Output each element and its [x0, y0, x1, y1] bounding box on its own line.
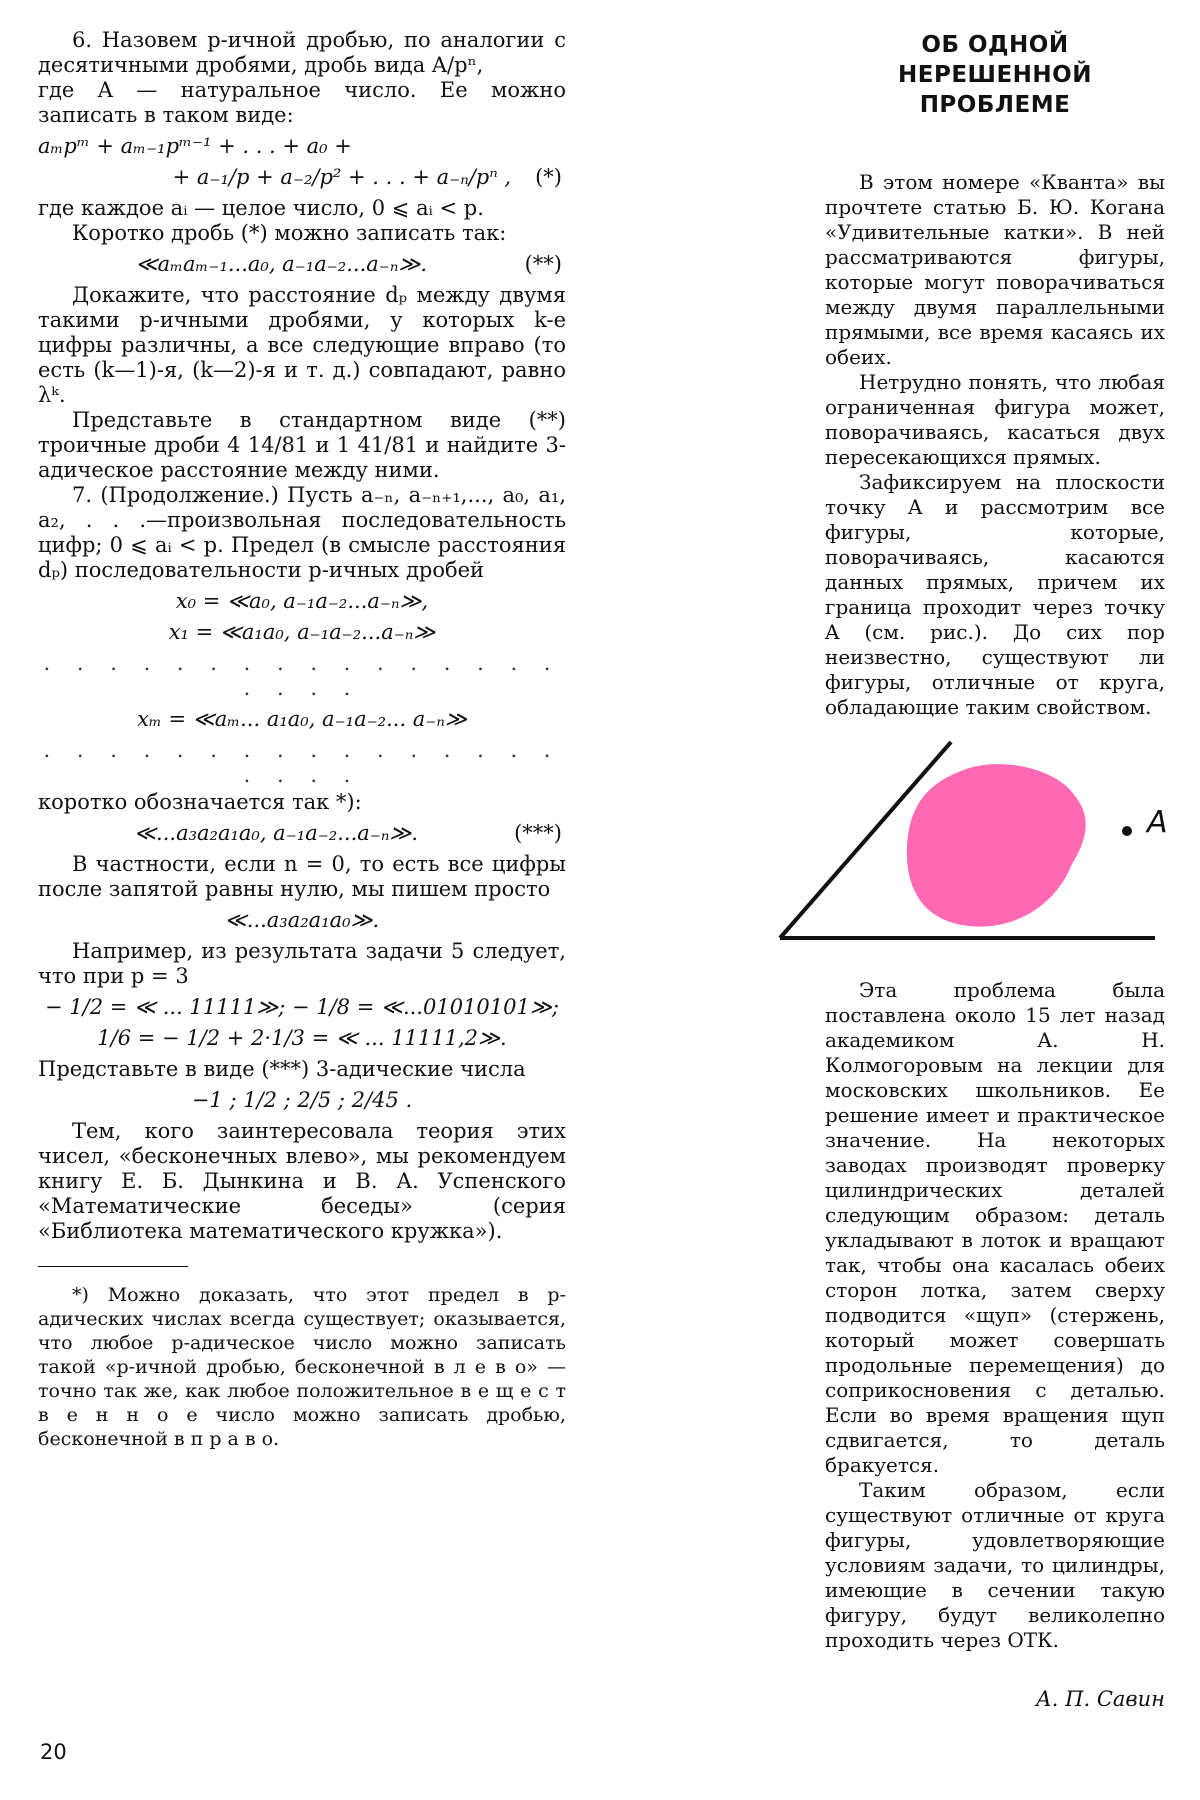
problem-7-text-e: Представьте в виде (***) 3-адические числа	[38, 1057, 526, 1081]
figure-blob	[907, 764, 1086, 927]
problem-6-text-c: где каждое aᵢ — целое число, 0 ⩽ aᵢ < p.	[38, 196, 484, 220]
problem-7-text-d: Например, из результата задачи 5 следует, что при p = 3	[38, 939, 566, 988]
example-line-2: 1/6 = − 1/2 + 2·1/3 = ≪ ... 11111,2≫.	[97, 1026, 507, 1050]
footnote: *) Можно доказать, что этот предел в p-адических числах всегда существует; оказывается, что любое p-адическое число можно записать такой «p-ичной дробью, бесконечной в л е в о» — точно так же, как любое положительное в е щ е с т в е н н о е число можно записать дробью, бесконечной в п р а в о.	[38, 1284, 566, 1450]
dotted-separator-1: . . . . . . . . . . . . . . . . . . . .	[43, 651, 561, 700]
point-a	[1122, 826, 1132, 836]
problem-7-text-b: коротко обозначается так *):	[38, 790, 362, 814]
dotted-separator-2: . . . . . . . . . . . . . . . . . . . .	[43, 738, 561, 787]
figure-svg	[755, 726, 1185, 956]
problem-6-text-d: Коротко дробь (*) можно записать так:	[72, 221, 507, 245]
formula-double-star-body: ≪aₘaₘ₋₁...a₀, a₋₁a₋₂...a₋ₙ≫.	[135, 252, 428, 276]
formula-star-line1: aₘpᵐ + aₘ₋₁pᵐ⁻¹ + . . . + a₀ +	[38, 134, 352, 158]
formula-triple-star-body: ≪...a₃a₂a₁a₀, a₋₁a₋₂...a₋ₙ≫.	[134, 821, 419, 845]
left-column	[38, 28, 566, 1451]
formula-star-line2	[38, 165, 566, 190]
page-number: 20	[40, 1740, 67, 1764]
sequence-xm: xₘ = ≪aₘ... a₁a₀, a₋₁a₋₂... a₋ₙ≫	[137, 707, 467, 731]
formula-double-star-tag: (**)	[524, 252, 562, 276]
article-para-5: Таким образом, если существуют отличные от круга фигуры, удовлетворяющие условиям задачи, то цилиндры, имеющие в сечении такую фигуру, будут великолепно проходить через ОТК.	[825, 1478, 1165, 1652]
formula-triple-star	[38, 821, 566, 846]
formula-triple-star-tag: (***)	[514, 821, 562, 845]
sequence-x1: x₁ = ≪a₁a₀, a₋₁a₋₂...a₋ₙ≫	[168, 620, 436, 644]
formula-simple: ≪...a₃a₂a₁a₀≫.	[224, 908, 380, 932]
problem-6-text-e: Докажите, что расстояние dₚ между двумя такими p-ичными дробями, у которых k-е цифры различны, а все следующие вправо (то есть (k—1)-я, (k—2)-я и т. д.) совпадают, равно λᵏ.	[38, 283, 566, 407]
right-column	[825, 30, 1168, 1712]
problem-6-text-b: где A — натуральное число. Ее можно записать в таком виде:	[38, 78, 566, 127]
example-line-1: − 1/2 = ≪ ... 11111≫; − 1/8 = ≪...01010101≫;	[45, 995, 559, 1019]
article-para-3: Зафиксируем на плоскости точку A и рассмотрим все фигуры, которые, поворачиваясь, касаются данных прямых, причем их граница проходит через точку A (см. рис.). До сих пор неизвестно, существуют ли фигуры, отличные от круга, обладающие таким свойством.	[825, 470, 1165, 719]
footnote-rule	[38, 1266, 188, 1267]
article-para-2: Нетрудно понять, что любая ограниченная фигура может, поворачиваясь, касаться двух пересекающихся прямых.	[825, 370, 1165, 469]
numbers-to-represent: −1 ; 1/2 ; 2/5 ; 2/45 .	[191, 1088, 413, 1112]
figure-wedge	[755, 726, 1185, 956]
article-title: ОБ ОДНОЙ НЕРЕШЕННОЙ ПРОБЛЕМЕ	[898, 32, 1092, 118]
formula-double-star	[38, 252, 566, 277]
formula-star-body: + a₋₁/p + a₋₂/p² + . . . + a₋ₙ/pⁿ ,	[172, 165, 512, 189]
point-a-label: A	[1147, 805, 1168, 840]
article-para-1: В этом номере «Кванта» вы прочтете статью Б. Ю. Когана «Удивительные катки». В ней рассматриваются фигуры, которые могут поворачиваться между двумя параллельными прямыми, все время касаясь их обеих.	[825, 170, 1165, 369]
problem-7-intro: 7. (Продолжение.) Пусть a₋ₙ, a₋ₙ₊₁,..., a₀, a₁, a₂, . . .—произвольная последовательность цифр; 0 ⩽ aᵢ < p. Предел (в смысле расстояния dₚ) последовательности p-ичных дробей	[38, 483, 566, 582]
problem-6-intro: 6. Назовем p-ичной дробью, по аналогии с десятичными дробями, дробь вида A/pⁿ,	[38, 28, 566, 77]
author-signature: А. П. Савин	[1035, 1687, 1165, 1711]
book-recommendation: Тем, кого заинтересовала теория этих чисел, «бесконечных влево», мы рекомендуем книгу Е. Б. Дынкина и В. А. Успенского «Математические беседы» (серия «Библиотека математического кружка»).	[38, 1119, 566, 1243]
article-para-4: Эта проблема была поставлена около 15 лет назад академиком А. Н. Колмогоровым на лекции для московских школьников. Ее решение имеет и практическое значение. На некоторых заводах производят проверку цилиндрических деталей следующим образом: деталь укладывают в лоток и вращают так, чтобы она касалась обеих сторон лотка, затем сверху подводится «щуп» (стержень, который может совершать продольные перемещения) до соприкосновения с деталью. Если во время вращения щуп сдвигается, то деталь бракуется.	[825, 978, 1165, 1477]
problem-6-text-f: Представьте в стандартном виде (**) троичные дроби 4 14/81 и 1 41/81 и найдите 3-адическое расстояние между ними.	[38, 408, 566, 482]
sequence-x0: x₀ = ≪a₀, a₋₁a₋₂...a₋ₙ≫,	[175, 589, 429, 613]
formula-star-tag: (*)	[535, 165, 562, 189]
problem-7-text-c: В частности, если n = 0, то есть все цифры после запятой равны нулю, мы пишем просто	[38, 852, 566, 901]
